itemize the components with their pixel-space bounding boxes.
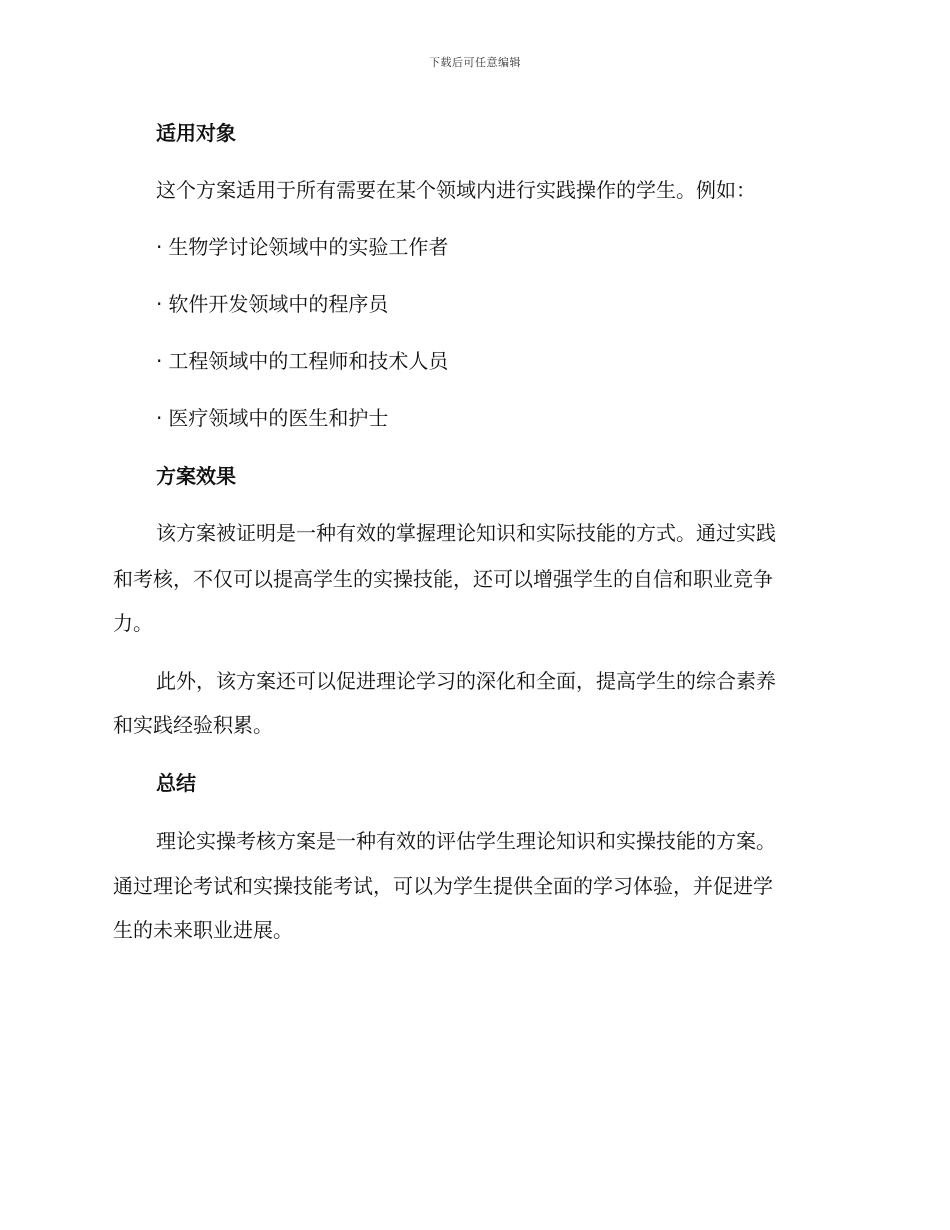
section-heading-summary: 总结 <box>156 771 196 795</box>
effect-para2-line: 此外，该方案还可以促进理论学习的深化和全面，提高学生的综合素养 <box>156 669 776 693</box>
bullet-dot-icon: · <box>156 406 163 430</box>
list-item-text: 生物学讨论领域中的实验工作者 <box>168 235 449 259</box>
section-heading-audience: 适用对象 <box>156 121 236 145</box>
summary-para-line: 生的未来职业进展。 <box>113 918 293 942</box>
list-item-text: 医疗领域中的医生和护士 <box>168 406 389 430</box>
list-item-text: 工程领域中的工程师和技术人员 <box>168 349 449 373</box>
bullet-dot-icon: · <box>156 292 163 316</box>
effect-para1-line: 该方案被证明是一种有效的掌握理论知识和实际技能的方式。通过实践 <box>156 521 776 545</box>
audience-intro: 这个方案适用于所有需要在某个领域内进行实践操作的学生。例如： <box>156 178 756 202</box>
summary-para-line: 通过理论考试和实操技能考试，可以为学生提供全面的学习体验，并促进学 <box>113 874 773 898</box>
list-item-text: 软件开发领域中的程序员 <box>168 292 389 316</box>
effect-para1-line: 和考核，不仅可以提高学生的实操技能，还可以增强学生的自信和职业竞争 <box>113 567 773 591</box>
effect-para1-line: 力。 <box>113 611 153 635</box>
effect-para2-line: 和实践经验积累。 <box>113 713 273 737</box>
list-item <box>156 402 388 431</box>
list-item <box>156 288 388 317</box>
bullet-dot-icon: · <box>156 235 163 259</box>
bullet-dot-icon: · <box>156 349 163 373</box>
list-item <box>156 345 448 374</box>
summary-para-line: 理论实操考核方案是一种有效的评估学生理论知识和实操技能的方案。 <box>156 829 776 853</box>
section-heading-effect: 方案效果 <box>156 464 236 488</box>
list-item <box>156 231 448 260</box>
header-note: 下载后可任意编辑 <box>429 56 521 69</box>
